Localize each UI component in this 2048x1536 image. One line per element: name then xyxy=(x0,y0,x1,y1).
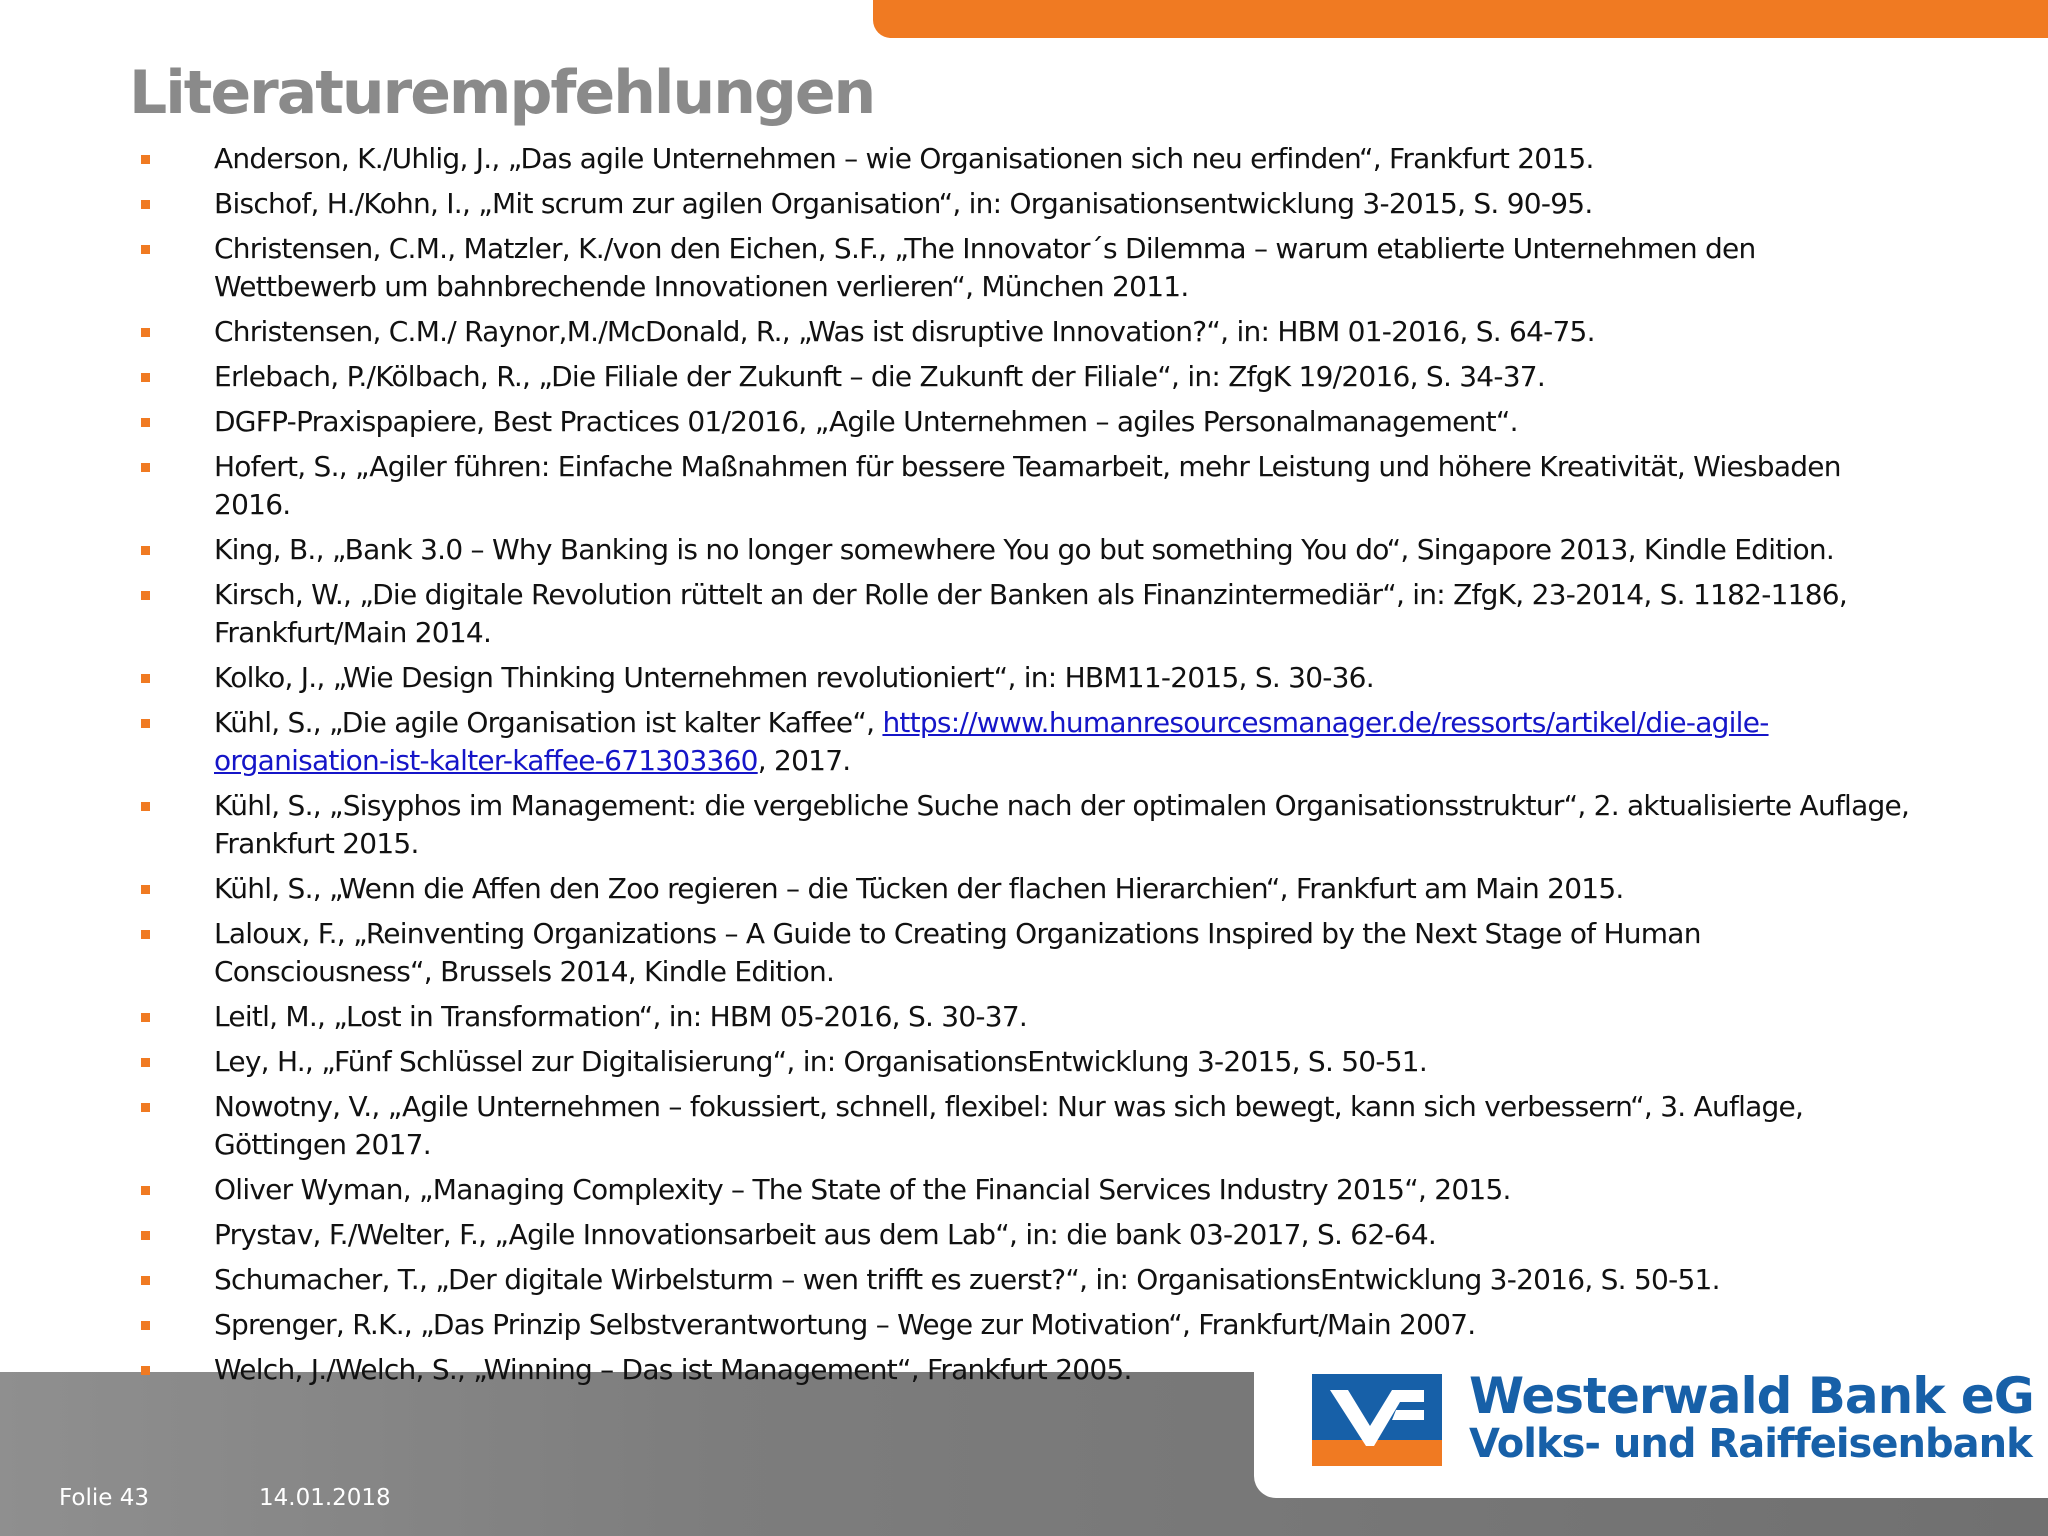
square-bullet-icon xyxy=(141,591,150,600)
reference-item xyxy=(0,870,1910,908)
square-bullet-icon xyxy=(141,1321,150,1330)
reference-item xyxy=(0,787,1910,863)
square-bullet-icon xyxy=(141,155,150,164)
reference-text: King, B., „Bank 3.0 – Why Banking is no longer somewhere You go but something You do“, Singapore 2013, Kindle Edition. xyxy=(214,533,1835,566)
reference-item xyxy=(0,1088,1910,1164)
reference-text: Leitl, M., „Lost in Transformation“, in: HBM 05-2016, S. 30-37. xyxy=(214,1000,1028,1033)
slide-date: 14.01.2018 xyxy=(259,1485,391,1511)
square-bullet-icon xyxy=(141,1231,150,1240)
reference-text: Kirsch, W., „Die digitale Revolution rüttelt an der Rolle der Banken als Finanzintermediär“, in: ZfgK, 23-2014, S. 1182-1186, Frankfurt/Main 2014. xyxy=(214,578,1847,649)
reference-text: Welch, J./Welch, S., „Winning – Das ist Management“, Frankfurt 2005. xyxy=(214,1353,1132,1386)
square-bullet-icon xyxy=(141,418,150,427)
reference-item xyxy=(0,313,1910,351)
square-bullet-icon xyxy=(141,1013,150,1022)
square-bullet-icon xyxy=(141,373,150,382)
reference-item xyxy=(0,1171,1910,1209)
reference-item xyxy=(0,531,1910,569)
page-title: Literaturempfehlungen xyxy=(129,58,875,128)
square-bullet-icon xyxy=(141,1058,150,1067)
square-bullet-icon xyxy=(141,674,150,683)
reference-item xyxy=(0,230,1910,306)
reference-text: Nowotny, V., „Agile Unternehmen – fokussiert, schnell, flexibel: Nur was sich bewegt, kann sich verbessern“, 3. Auflage, Göttingen 2017. xyxy=(214,1090,1804,1161)
square-bullet-icon xyxy=(141,328,150,337)
reference-text: Kühl, S., „Die agile Organisation ist kalter Kaffee“, xyxy=(214,706,883,739)
slide-number: Folie 43 xyxy=(59,1485,149,1511)
square-bullet-icon xyxy=(141,1186,150,1195)
square-bullet-icon xyxy=(141,463,150,472)
reference-text: DGFP-Praxispapiere, Best Practices 01/2016, „Agile Unternehmen – agiles Personalmanagement“. xyxy=(214,405,1518,438)
reference-text: Kühl, S., „Wenn die Affen den Zoo regieren – die Tücken der flachen Hierarchien“, Frankfurt am Main 2015. xyxy=(214,872,1624,905)
reference-item xyxy=(0,659,1910,697)
reference-text: Oliver Wyman, „Managing Complexity – The State of the Financial Services Industry 2015“, 2015. xyxy=(214,1173,1511,1206)
reference-item xyxy=(0,704,1910,780)
square-bullet-icon xyxy=(141,546,150,555)
reference-text: Schumacher, T., „Der digitale Wirbelsturm – wen trifft es zuerst?“, in: OrganisationsEntwicklung 3-2016, S. 50-51. xyxy=(214,1263,1720,1296)
top-accent-bar xyxy=(873,0,2048,38)
square-bullet-icon xyxy=(141,1366,150,1375)
reference-item xyxy=(0,1216,1910,1254)
reference-text-after-link: , 2017. xyxy=(757,744,851,777)
square-bullet-icon xyxy=(141,885,150,894)
reference-item xyxy=(0,915,1910,991)
reference-item xyxy=(0,185,1910,223)
reference-list xyxy=(0,140,1910,1396)
reference-text: Bischof, H./Kohn, I., „Mit scrum zur agilen Organisation“, in: Organisationsentwicklung 3-2015, S. 90-95. xyxy=(214,187,1593,220)
reference-item xyxy=(0,1306,1910,1344)
reference-text: Kühl, S., „Sisyphos im Management: die vergebliche Suche nach der optimalen Organisationsstruktur“, 2. aktualisierte Auflage, Frankfurt 2015. xyxy=(214,789,1910,860)
reference-item xyxy=(0,403,1910,441)
reference-text: Christensen, C.M., Matzler, K./von den Eichen, S.F., „The Innovator´s Dilemma – warum etablierte Unternehmen den Wettbewerb um bahnbrechende Innovationen verlieren“, München 2011. xyxy=(214,232,1756,303)
volksbank-logo-icon xyxy=(1312,1374,1442,1466)
square-bullet-icon xyxy=(141,802,150,811)
bank-logo xyxy=(1254,1344,2048,1498)
bank-subtitle: Volks- und Raiffeisenbank xyxy=(1469,1421,2032,1467)
reference-text: Prystav, F./Welter, F., „Agile Innovationsarbeit aus dem Lab“, in: die bank 03-2017, S. 62-64. xyxy=(214,1218,1437,1251)
square-bullet-icon xyxy=(141,1103,150,1112)
reference-text: Sprenger, R.K., „Das Prinzip Selbstverantwortung – Wege zur Motivation“, Frankfurt/Main 2007. xyxy=(214,1308,1476,1341)
reference-item xyxy=(0,1261,1910,1299)
reference-link[interactable]: https://www.humanresourcesmanager.de/ressorts/artikel/die-agile-organisation-ist-kalter-kaffee-671303360 xyxy=(214,706,1769,777)
reference-item xyxy=(0,448,1910,524)
reference-item xyxy=(0,140,1910,178)
square-bullet-icon xyxy=(141,1276,150,1285)
reference-text: Kolko, J., „Wie Design Thinking Unternehmen revolutioniert“, in: HBM11-2015, S. 30-36. xyxy=(214,661,1374,694)
reference-item xyxy=(0,358,1910,396)
square-bullet-icon xyxy=(141,245,150,254)
bank-name: Westerwald Bank eG xyxy=(1469,1367,2034,1425)
reference-item xyxy=(0,998,1910,1036)
square-bullet-icon xyxy=(141,200,150,209)
square-bullet-icon xyxy=(141,719,150,728)
reference-item xyxy=(0,1043,1910,1081)
reference-item xyxy=(0,576,1910,652)
square-bullet-icon xyxy=(141,930,150,939)
reference-text: Anderson, K./Uhlig, J., „Das agile Unternehmen – wie Organisationen sich neu erfinden“, Frankfurt 2015. xyxy=(214,142,1594,175)
reference-text: Erlebach, P./Kölbach, R., „Die Filiale der Zukunft – die Zukunft der Filiale“, in: ZfgK 19/2016, S. 34-37. xyxy=(214,360,1545,393)
reference-text: Hofert, S., „Agiler führen: Einfache Maßnahmen für bessere Teamarbeit, mehr Leistung und höhere Kreativität, Wiesbaden 2016. xyxy=(214,450,1841,521)
reference-text: Christensen, C.M./ Raynor,M./McDonald, R., „Was ist disruptive Innovation?“, in: HBM 01-2016, S. 64-75. xyxy=(214,315,1595,348)
reference-text: Laloux, F., „Reinventing Organizations – A Guide to Creating Organizations Inspired by the Next Stage of Human Consciousness“, Brussels 2014, Kindle Edition. xyxy=(214,917,1701,988)
reference-text: Ley, H., „Fünf Schlüssel zur Digitalisierung“, in: OrganisationsEntwicklung 3-2015, S. 50-51. xyxy=(214,1045,1427,1078)
